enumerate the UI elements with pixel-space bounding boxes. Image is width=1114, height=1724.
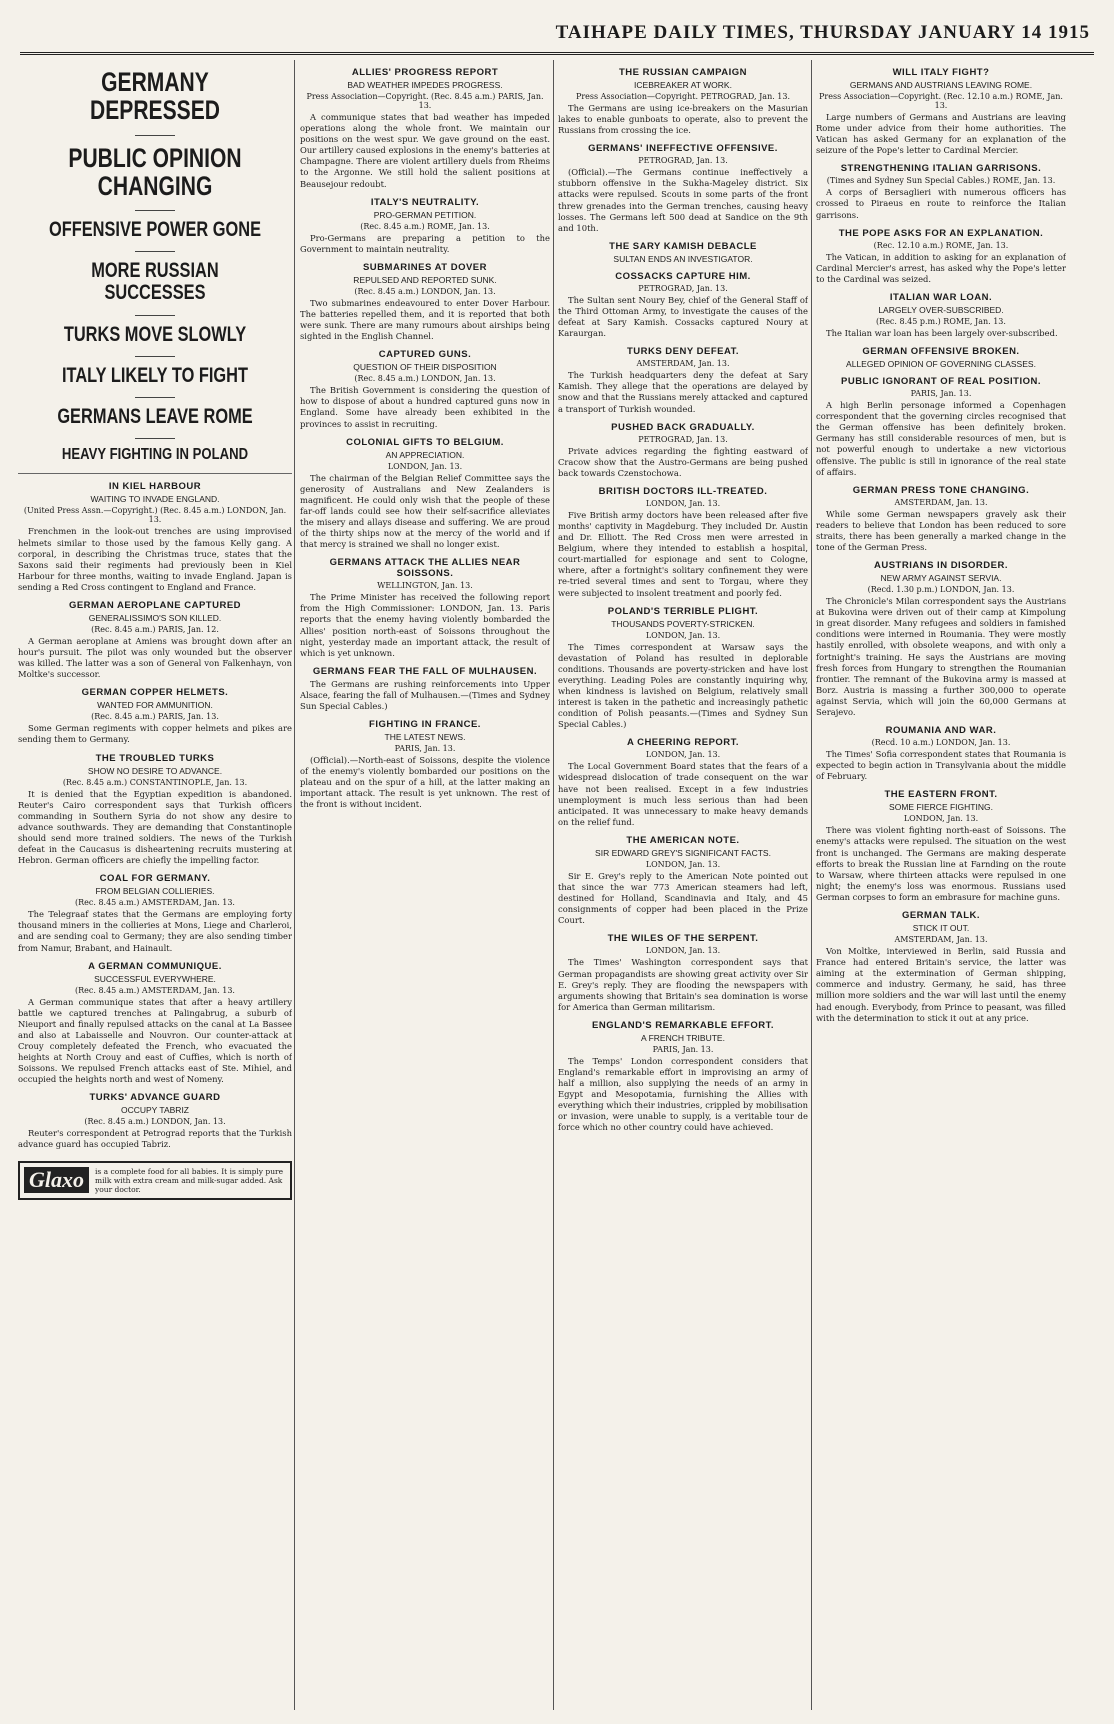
article-headline: THE POPE ASKS FOR AN EXPLANATION. [838, 227, 1044, 239]
article-dateline: (Rec. 8.45 a.m.) PARIS, Jan. 12. [91, 625, 219, 635]
article-subhead: THOUSANDS POVERTY-STRICKEN. [611, 618, 755, 629]
article-headline: BRITISH DOCTORS ILL-TREATED. [598, 485, 768, 497]
article-body: The British Government is considering the question of how to dispose of about a hundred captured guns now in England. Some have already been exhibited in the provinces to assist in recruiting. [300, 385, 550, 429]
article-body: Von Moltke, interviewed in Berlin, said Russia and France had entered Britain's service, the latter was aiming at the extermination of German shipping, commerce and industry. Germany, he said, has three million more soldiers and the war will last until the enemy had enough. Everybody, from Prince to peasant, was filled with the determination to stick it out at any price. [816, 946, 1066, 1023]
article [18, 873, 292, 953]
article [558, 422, 808, 479]
article-body: A high Berlin personage informed a Copenhagen correspondent that the governing circles recognised that the German offensive has been definitely broken. Germany has still considerable resources of men, but is not powerful enough to undertake a new victorious offensive. The public is still in ignorance of the real state of affairs. [816, 400, 1066, 477]
article-dateline: (Rec. 8.45 a.m.) AMSTERDAM, Jan. 13. [75, 985, 235, 995]
column-2 [300, 60, 550, 1710]
article-headline: A CHEERING REPORT. [626, 737, 740, 749]
article [18, 481, 292, 593]
article-body: The Times' Washington correspondent says that German propagandists are showing great activity over Sir E. Grey's reply. They are flooding the newspapers with arguments showing that Britain's sea domination is worse for America than German militarism. [558, 957, 808, 1012]
article-dateline: LONDON, Jan. 13. [645, 946, 721, 956]
article-dateline: (Recd. 10 a.m.) LONDON, Jan. 13. [871, 738, 1011, 748]
article [300, 719, 550, 810]
article-subhead: A FRENCH TRIBUTE. [641, 1032, 725, 1043]
article-dateline: AMSTERDAM, Jan. 13. [894, 497, 988, 507]
article-subhead: AN APPRECIATION. [385, 449, 465, 460]
article-body: Private advices regarding the fighting eastward of Cracow show that the Austro-Germans are being pushed back towards Czenstochowa. [558, 445, 808, 478]
article-dateline: PARIS, Jan. 13. [652, 1044, 714, 1054]
article [558, 143, 808, 234]
article-headline: FIGHTING IN FRANCE. [369, 719, 481, 731]
article-subhead: SUCCESSFUL EVERYWHERE. [94, 973, 216, 984]
article-subhead: WAITING TO INVADE ENGLAND. [90, 494, 220, 505]
headline: OFFENSIVE POWER GONE [48, 218, 262, 242]
article-subhead: SULTAN ENDS AN INVESTIGATOR. [613, 253, 753, 264]
article-body: Large numbers of Germans and Austrians are leaving Rome under advice from their home authorities. The Vatican has asked Germany for an explanation of the seizure of the Pope's letter to Cardinal Mercier. [816, 112, 1066, 156]
article-headline: ITALY'S NEUTRALITY. [370, 196, 480, 208]
article [558, 835, 808, 926]
article-headline: GERMAN PRESS TONE CHANGING. [852, 484, 1030, 496]
article [816, 346, 1066, 369]
article-body: The Vatican, in addition to asking for an explanation of Cardinal Mercier's arrest, has asked why the Pope's letter to the Cardinal was seized. [816, 251, 1066, 284]
article-dateline: Press Association—Copyright. PETROGRAD, Jan. 13. [575, 92, 791, 101]
headline: MORE RUSSIAN SUCCESSES [91, 259, 219, 305]
article [300, 557, 550, 659]
article-dateline: PARIS, Jan. 13. [910, 389, 972, 399]
masthead-title: TAIHAPE DAILY TIMES, THURSDAY JANUARY 14 1915 [555, 22, 1090, 43]
article-body: The Turkish headquarters deny the defeat at Sary Kamish. They allege that the operations are delayed by snow and that the Russians merely attacked and captured a transport of Turkish wounded. [558, 370, 808, 414]
article [558, 933, 808, 1012]
article-subhead: SHOW NO DESIRE TO ADVANCE. [87, 765, 223, 776]
headline: HEAVY FIGHTING IN POLAND [61, 445, 249, 463]
article [558, 271, 808, 339]
article-headline: SUBMARINES AT DOVER [362, 261, 488, 273]
article [300, 67, 550, 190]
article-headline: COAL FOR GERMANY. [99, 873, 211, 885]
article [300, 349, 550, 429]
article-body: A communique states that bad weather has impeded operations along the whole front. We maintain our positions on the west spur. We gave ground on the east. Our artillery caused explosions in the enemy's batteries at Champagne. There are violent artillery duels from Rheims to the Argonne. We still hold the salient positions at Beausejour redoubt. [300, 112, 550, 189]
article-subhead: ICEBREAKER AT WORK. [634, 80, 732, 90]
article [558, 737, 808, 828]
article-dateline: PETROGRAD, Jan. 13. [638, 156, 728, 166]
article-dateline: Press Association—Copyright. (Rec. 8.45 a.m.) PARIS, Jan. 13. [306, 92, 544, 110]
article-body: The Times correspondent at Warsaw says the devastation of Poland has resulted in deplorable conditions. Thousands are poverty-stricken and have lost everything. Leading Poles are constantly inquiring why, when kindness is lavished on Belgium, relatively small interest is taken in the pathetic and increasingly pathetic condition of Polish peasants.—(Times and Sydney Sun Special Cables.) [558, 641, 808, 730]
article [816, 485, 1066, 553]
article-subhead: SIR EDWARD GREY'S SIGNIFICANT FACTS. [595, 847, 771, 858]
article-headline: ENGLAND'S REMARKABLE EFFORT. [592, 1019, 774, 1031]
article-body: A German aeroplane at Amiens was brought down after an hour's pursuit. The pilot was only wounded but the observer was killed. The latter was a son of General von Falkenhayn, von Moltke's successor. [18, 636, 292, 680]
article [300, 262, 550, 342]
article-dateline: PARIS, Jan. 13. [394, 744, 456, 754]
headline: GERMANY DEPRESSED [90, 67, 220, 126]
article-body: The Germans are rushing reinforcements into Upper Alsace, fearing the fall of Mulhausen.—(Times and Sydney Sun Special Cables.) [300, 678, 550, 711]
column-4 [816, 60, 1066, 1710]
article-headline: WILL ITALY FIGHT? [892, 67, 990, 78]
article-subhead: STICK IT OUT. [912, 923, 970, 934]
article-headline: THE SARY KAMISH DEBACLE [609, 240, 757, 252]
article-headline: TURKS' ADVANCE GUARD [89, 1092, 221, 1104]
article [558, 346, 808, 414]
article-subhead: NEW ARMY AGAINST SERVIA. [880, 573, 1002, 584]
article-dateline: LONDON, Jan. 13. [645, 630, 721, 640]
article [816, 560, 1066, 718]
article [816, 163, 1066, 220]
article-headline: GERMAN TALK. [901, 910, 981, 922]
article-subhead: BAD WEATHER IMPEDES PROGRESS. [347, 80, 503, 90]
article-subhead: REPULSED AND REPORTED SUNK. [353, 274, 497, 285]
article-dateline: AMSTERDAM, Jan. 13. [894, 935, 988, 945]
article-dateline: AMSTERDAM, Jan. 13. [636, 359, 730, 369]
article [18, 753, 292, 867]
article [816, 292, 1066, 339]
headline: ITALY LIKELY TO FIGHT [62, 363, 248, 387]
article-dateline: LONDON, Jan. 13. [645, 498, 721, 508]
article-subhead: FROM BELGIAN COLLIERIES. [95, 886, 215, 897]
article [816, 910, 1066, 1024]
article-headline: THE TROUBLED TURKS [95, 752, 215, 764]
article [558, 486, 808, 599]
article-dateline: (Rec. 8.45 a.m.) CONSTANTINOPLE, Jan. 13. [62, 777, 248, 787]
article-body: Pro-Germans are preparing a petition to the Government to maintain neutrality. [300, 232, 550, 254]
article-headline: TURKS DENY DEFEAT. [626, 346, 740, 358]
article [300, 666, 550, 712]
column-1 [18, 60, 292, 1710]
article-body: The Temps' London correspondent considers that England's remarkable effort in improvising an army of half a million, also supplying the needs of an army in Egypt and Mesopotamia, furnishing the Allies with everything which their industries, crippled by mobilisation or invasion, were unable to supply, is a veritable tour de force which no other country could have achieved. [558, 1055, 808, 1133]
article-body: The Prime Minister has received the following report from the High Commissioner: LONDON, Jan. 13. Paris reports that the enemy having violently bombarded the Allies' position north-east of Soissons throughout the night, yesterday made an important attack, the result of which is yet unknown. [300, 592, 550, 658]
article-dateline: (Rec. 8.45 a.m.) LONDON, Jan. 13. [354, 286, 496, 296]
column-3 [558, 60, 808, 1710]
article [558, 1020, 808, 1134]
article-dateline: LONDON, Jan. 13. [903, 814, 979, 824]
column-rule [553, 60, 554, 1710]
article [300, 437, 550, 551]
article-headline: IN KIEL HARBOUR [108, 481, 202, 493]
article-subhead: QUESTION OF THEIR DISPOSITION [353, 362, 497, 373]
article-headline: THE RUSSIAN CAMPAIGN [618, 67, 748, 78]
article-body: The Local Government Board states that the fears of a widespread dislocation of trade consequent on the war have not been realised. Except in a few industries unemployment is much less serious than had been anticipated. It was unnecessary to make heavy demands on the relief fund. [558, 761, 808, 827]
article-headline: CAPTURED GUNS. [378, 349, 472, 361]
article-headline: GERMAN OFFENSIVE BROKEN. [862, 346, 1020, 358]
article-dateline: (Rec. 8.45 a.m.) LONDON, Jan. 13. [84, 1117, 226, 1127]
article-headline: POLAND'S TERRIBLE PLIGHT. [607, 605, 759, 617]
article [816, 789, 1066, 903]
article-headline: GERMANS' INEFFECTIVE OFFENSIVE. [588, 143, 778, 155]
article-headline: GERMAN AEROPLANE CAPTURED [68, 600, 242, 612]
article-headline: THE WILES OF THE SERPENT. [607, 933, 759, 945]
article-body: The Telegraaf states that the Germans are employing forty thousand miners in the collieries at Mons, Liege and Charleroi, and are sending coal to Germany; they are also sending timber from Namur, Brabant, and Hainault. [18, 909, 292, 953]
article-body: There was violent fighting north-east of Soissons. The enemy's attacks were repulsed. The situation on the west front is unchanged. The Germans are making desperate efforts to break the Russian line at Farnding on the route to Warsaw, where thirteen attacks were repulsed in one night; the enemy's loss was enormous. Russians used German corpses to form an embrasure for machine guns. [816, 825, 1066, 902]
article-body: The chairman of the Belgian Relief Committee says the generosity of Australians and New Zealanders is magnificent. He could only wish that the people of these far-off lands could see how their self-sacrifice alleviates the misery and allays disease and suffering. We are proud of the thirty ships now at the mercy of the world and if that mercy is strained we shall no longer exist. [300, 472, 550, 550]
article-body: The Chronicle's Milan correspondent says the Austrians at Bukovina were driven out of their camp at Kimpolung in great disorder. Many refugees and soldiers in famished conditions were interned in Roumania. They were mostly hastily enrolled, with obsolete weapons, and with only a fortnight's training. He says the Austrians are moving fresh forces from Hungary to strengthen the Roumanian frontier. The remnant of the Bukovina army is massed at Borz. Austria is massing a further 300,000 to operate against Servia, which will join the 60,000 Germans at Serajevo. [816, 596, 1066, 717]
article-subhead: GERMANS AND AUSTRIANS LEAVING ROME. [849, 80, 1033, 90]
article-subhead: GENERALISSIMO'S SON KILLED. [88, 613, 222, 624]
article-headline: GERMANS FEAR THE FALL OF MULHAUSEN. [312, 665, 538, 677]
article-headline: PUSHED BACK GRADUALLY. [611, 421, 755, 433]
article-subhead: OCCUPY TABRIZ [120, 1105, 189, 1116]
article-subhead: WANTED FOR AMMUNITION. [97, 700, 213, 711]
article-headline: STRENGTHENING ITALIAN GARRISONS. [840, 163, 1042, 175]
article-subhead: ALLEGED OPINION OF GOVERNING CLASSES. [846, 359, 1036, 370]
article-dateline: Press Association—Copyright. (Rec. 12.10 a.m.) ROME, Jan. 13. [819, 92, 1063, 110]
article [558, 67, 808, 136]
article-body: A corps of Bersaglieri with numerous officers has crossed to Piraeus en route to reinforce the Italian garrisons. [816, 187, 1066, 220]
masthead [20, 22, 1094, 55]
glaxo-advertisement [18, 1161, 292, 1200]
article-dateline: (Rec. 8.45 a.m.) PARIS, Jan. 13. [91, 712, 219, 722]
column-rule [811, 60, 812, 1710]
article-headline: THE AMERICAN NOTE. [626, 834, 740, 846]
article-dateline: (Times and Sydney Sun Special Cables.) ROME, Jan. 13. [826, 176, 1056, 186]
headline: GERMANS LEAVE ROME [57, 404, 253, 428]
article-headline: THE EASTERN FRONT. [884, 789, 998, 801]
article-body: Frenchmen in the look-out trenches are using improvised helmets similar to those used by the famous Kelly gang. A corporal, in describing the Christmas truce, states that the Saxons said their regiments had previously been in Kiel Harbour for three months, waiting to invade England. Japan is sending a Red Cross contingent to England and France. [18, 526, 292, 592]
article-headline: COLONIAL GIFTS TO BELGIUM. [346, 436, 504, 448]
article [300, 197, 550, 255]
glaxo-logo: Glaxo [24, 1167, 89, 1193]
article-headline: AUSTRIANS IN DISORDER. [874, 560, 1008, 572]
headline: TURKS MOVE SLOWLY [63, 322, 247, 346]
article [816, 228, 1066, 285]
article [18, 1092, 292, 1150]
article-dateline: LONDON, Jan. 13. [387, 461, 463, 471]
article-dateline: (Rec. 8.45 a.m.) LONDON, Jan. 13. [354, 374, 496, 384]
article-subhead: THE LATEST NEWS. [384, 732, 466, 743]
article-body: The Sultan sent Noury Bey, chief of the General Staff of the Third Ottoman Army, to investigate the causes of the defeat at Sary Kamish. Cossacks captured Noury at Karaurgan. [558, 294, 808, 339]
article-dateline: WELLINGTON, Jan. 13. [377, 581, 473, 591]
article-dateline: (Recd. 1.30 p.m.) LONDON, Jan. 13. [867, 585, 1015, 595]
article-headline: ROUMANIA AND WAR. [885, 725, 997, 737]
ad-text: is a complete food for all babies. It is simply pure milk with extra cream and milk-sugar added. Ask your doctor. [95, 1166, 284, 1194]
article [18, 687, 292, 745]
article-dateline: (Rec. 12.10 a.m.) ROME, Jan. 13. [873, 240, 1009, 250]
article-body: (Official).—North-east of Soissons, despite the violence of the enemy's violently bombarded our positions on the plateau and on the spur of a hill, at the latter making an important attack. The result is yet unknown. The rest of the front is without incident. [300, 755, 550, 810]
column-rule [294, 60, 295, 1710]
article-body: Sir E. Grey's reply to the American Note pointed out that since the war 773 American steamers had left, destined for Holland, Scandinavia and Italy, and 45 consignments of copper had been placed in the Prize Court. [558, 870, 808, 926]
article-body: Reuter's correspondent at Petrograd reports that the Turkish advance guard has occupied Tabriz. [18, 1128, 292, 1150]
article-dateline: LONDON, Jan. 13. [645, 750, 721, 760]
article-headline: A GERMAN COMMUNIQUE. [88, 960, 222, 972]
article-dateline: (Rec. 8.45 a.m.) AMSTERDAM, Jan. 13. [75, 898, 235, 908]
article-subhead: SOME FIERCE FIGHTING. [889, 802, 993, 813]
article-subhead: PRO-GERMAN PETITION. [373, 209, 477, 220]
article-dateline: (Rec. 8.45 p.m.) ROME, Jan. 13. [876, 316, 1006, 326]
article [18, 961, 292, 1086]
article [816, 376, 1066, 478]
headline: PUBLIC OPINION CHANGING [68, 142, 242, 202]
article-dateline: PETROGRAD, Jan. 13. [638, 434, 728, 444]
article-body: The Italian war loan has been largely over-subscribed. [826, 327, 1058, 338]
article-body: A German communique states that after a heavy artillery battle we captured trenches at Palingabrug, a suburb of Nieuport and finally repulsed attacks on the canal at La Bassee and also at Labaisselle and Nouvron. Our counter-attack at Crouy completely defeated the French, who evacuated the heights at North Crouy and east of Cuffies, which is north of Soissons. We repulsed French attacks east of Ste. Mihiel, and occupied the heights north and west of Nomeny. [18, 996, 292, 1085]
article-headline: PUBLIC IGNORANT OF REAL POSITION. [841, 376, 1041, 388]
article-headline: GERMANS ATTACK THE ALLIES NEAR SOISSONS. [329, 557, 521, 580]
article-dateline: (United Press Assn.—Copyright.) (Rec. 8.45 a.m.) LONDON, Jan. 13. [23, 506, 287, 525]
article-subhead: LARGELY OVER-SUBSCRIBED. [878, 304, 1004, 315]
article-body: Five British army doctors have been released after five months' captivity in Magdeburg. They included Dr. Austin and Dr. Elliott. The Red Cross men were arrested in Belgium, where they intended to establish a hospital, court-martialled for espionage and sent to Cologne, where, after a fortnight's solitary confinement they were re-tried several times and sent to Torgau, where they were subjected to insolent treatment and poorly fed. [558, 509, 808, 598]
article-headline: COSSACKS CAPTURE HIM. [615, 270, 751, 282]
article [816, 67, 1066, 156]
article-body: Two submarines endeavoured to enter Dover Harbour. The batteries repelled them, and it is reported that both were sunk. There are many rumours about airships being sighted in the English Channel. [300, 297, 550, 342]
article-dateline: LONDON, Jan. 13. [645, 859, 721, 869]
article-body: It is denied that the Egyptian expedition is abandoned. Reuter's Cairo correspondent says that Turkish officers commanding in Southern Syria do not show any desire to advance southwards. They are demanding that Constantinople should send more trained soldiers. The news of the Turkish defeat in the Caucasus is disheartening recruits mustering at Hebron. German officers are chiefly the impelling factor. [18, 788, 292, 866]
article-body: The Times' Sofia correspondent states that Roumania is expected to begin action in Transylvania about the middle of February. [816, 749, 1066, 782]
article-body: Some German regiments with copper helmets and pikes are sending them to Germany. [18, 723, 292, 745]
article [816, 725, 1066, 782]
article-headline: GERMAN COPPER HELMETS. [81, 687, 229, 699]
article-body: The Germans are using ice-breakers on the Masurian lakes to enable gunboats to operate, also to prevent the Russians from crossing the ice. [558, 103, 808, 136]
article-body: (Official).—The Germans continue ineffectively a stubborn offensive in the Sukha-Mageley district. Six attacks were repulsed. Scouts in some parts of the front threw grenades into the German trenches, causing heavy losses. The Germans left 500 dead at Sandice on the 9th and 10th. [558, 167, 808, 233]
article-dateline: (Rec. 8.45 a.m.) ROME, Jan. 13. [360, 221, 490, 231]
article-body: While some German newspapers gravely ask their readers to believe that London has been reduced to sore straits, there has been generally a marked change in the tone of the German Press. [816, 508, 1066, 552]
article-dateline: PETROGRAD, Jan. 13. [638, 283, 728, 293]
article-headline: ITALIAN WAR LOAN. [889, 291, 993, 303]
article [18, 600, 292, 680]
article [558, 606, 808, 731]
article-headline: ALLIES' PROGRESS REPORT [351, 67, 499, 78]
article [558, 241, 808, 264]
